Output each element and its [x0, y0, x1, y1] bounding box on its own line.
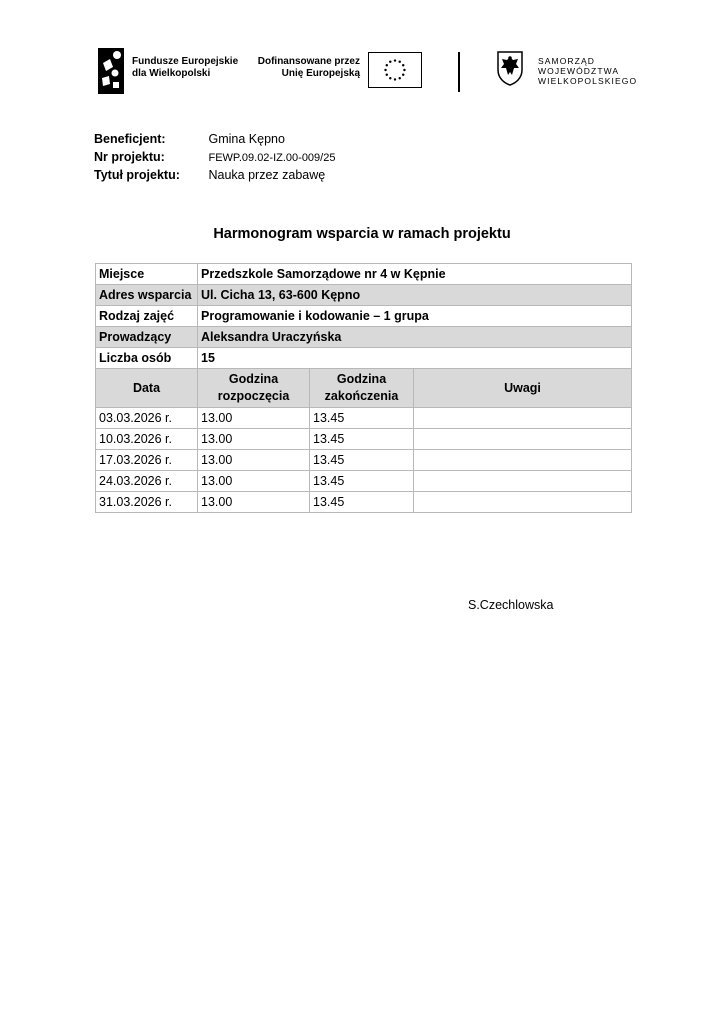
info-row-adres — [96, 285, 632, 306]
samorzad-line-2: WOJEWÓDZTWA — [538, 66, 620, 76]
document-title: Harmonogram wsparcia w ramach projektu — [213, 226, 511, 242]
column-header-start: Godzina rozpoczęcia — [198, 369, 310, 408]
nr-projektu-label: Nr projektu: — [94, 150, 165, 164]
info-row-prowadzacy — [96, 327, 632, 348]
project-meta — [94, 130, 335, 184]
info-label: Liczba osób — [96, 348, 198, 369]
info-label: Adres wsparcia — [96, 285, 198, 306]
fe-logo-text — [132, 56, 238, 80]
signature: S.Czechlowska — [468, 598, 554, 612]
notes-cell — [414, 408, 632, 429]
end-cell: 13.45 — [310, 492, 414, 513]
end-cell: 13.45 — [310, 429, 414, 450]
info-value: Przedszkole Samorządowe nr 4 w Kępnie — [198, 264, 632, 285]
info-value: Programowanie i kodowanie – 1 grupa — [198, 306, 632, 327]
notes-cell — [414, 450, 632, 471]
notes-cell — [414, 429, 632, 450]
beneficjent-label: Beneficjent: — [94, 132, 166, 146]
meta-nr-projektu — [94, 148, 335, 166]
info-row-rodzaj — [96, 306, 632, 327]
end-cell: 13.45 — [310, 450, 414, 471]
samorzad-line-3: WIELKOPOLSKIEGO — [538, 76, 638, 86]
nr-projektu-value: FEWP.09.02-IZ.00-009/25 — [208, 152, 336, 164]
info-label: Miejsce — [96, 264, 198, 285]
beneficjent-value: Gmina Kępno — [208, 132, 285, 146]
info-row-miejsce — [96, 264, 632, 285]
date-cell: 03.03.2026 r. — [96, 408, 198, 429]
samorzad-line-1: SAMORZĄD — [538, 56, 595, 66]
logo-divider — [458, 52, 460, 92]
fe-line-1: Fundusze Europejskie — [132, 56, 239, 67]
table-row — [96, 471, 632, 492]
meta-beneficjent — [94, 130, 335, 148]
info-label: Prowadzący — [96, 327, 198, 348]
column-header-end: Godzina zakończenia — [310, 369, 414, 408]
notes-cell — [414, 492, 632, 513]
tytul-label: Tytuł projektu: — [94, 168, 180, 182]
info-label: Rodzaj zajęć — [96, 306, 198, 327]
start-cell: 13.00 — [198, 492, 310, 513]
date-cell: 17.03.2026 r. — [96, 450, 198, 471]
info-row-liczba — [96, 348, 632, 369]
eu-flag-icon — [368, 52, 422, 88]
cofinancing-text — [256, 56, 360, 80]
info-value: 15 — [198, 348, 632, 369]
samorzad-text — [538, 56, 637, 86]
date-cell: 10.03.2026 r. — [96, 429, 198, 450]
start-cell: 13.00 — [198, 408, 310, 429]
fe-line-2: dla Wielkopolski — [132, 68, 211, 79]
end-cell: 13.45 — [310, 408, 414, 429]
wielkopolska-eagle-crest-icon — [496, 50, 524, 86]
table-row — [96, 492, 632, 513]
table-header-row — [96, 369, 632, 408]
date-cell: 24.03.2026 r. — [96, 471, 198, 492]
meta-tytul — [94, 166, 335, 184]
fundusze-europejskie-logo-icon — [98, 48, 124, 94]
table-row — [96, 429, 632, 450]
info-value: Aleksandra Uraczyńska — [198, 327, 632, 348]
start-cell: 13.00 — [198, 429, 310, 450]
date-cell: 31.03.2026 r. — [96, 492, 198, 513]
cofin-line-2: Unię Europejską — [281, 68, 360, 79]
table-row — [96, 450, 632, 471]
start-cell: 13.00 — [198, 450, 310, 471]
cofin-line-1: Dofinansowane przez — [257, 56, 360, 67]
notes-cell — [414, 471, 632, 492]
table-row — [96, 408, 632, 429]
tytul-value: Nauka przez zabawę — [208, 168, 326, 182]
start-cell: 13.00 — [198, 471, 310, 492]
schedule-table — [95, 263, 632, 513]
column-header-notes: Uwagi — [414, 369, 632, 408]
end-cell: 13.45 — [310, 471, 414, 492]
column-header-date: Data — [96, 369, 198, 408]
logo-bar — [96, 44, 636, 96]
info-value: Ul. Cicha 13, 63-600 Kępno — [198, 285, 632, 306]
